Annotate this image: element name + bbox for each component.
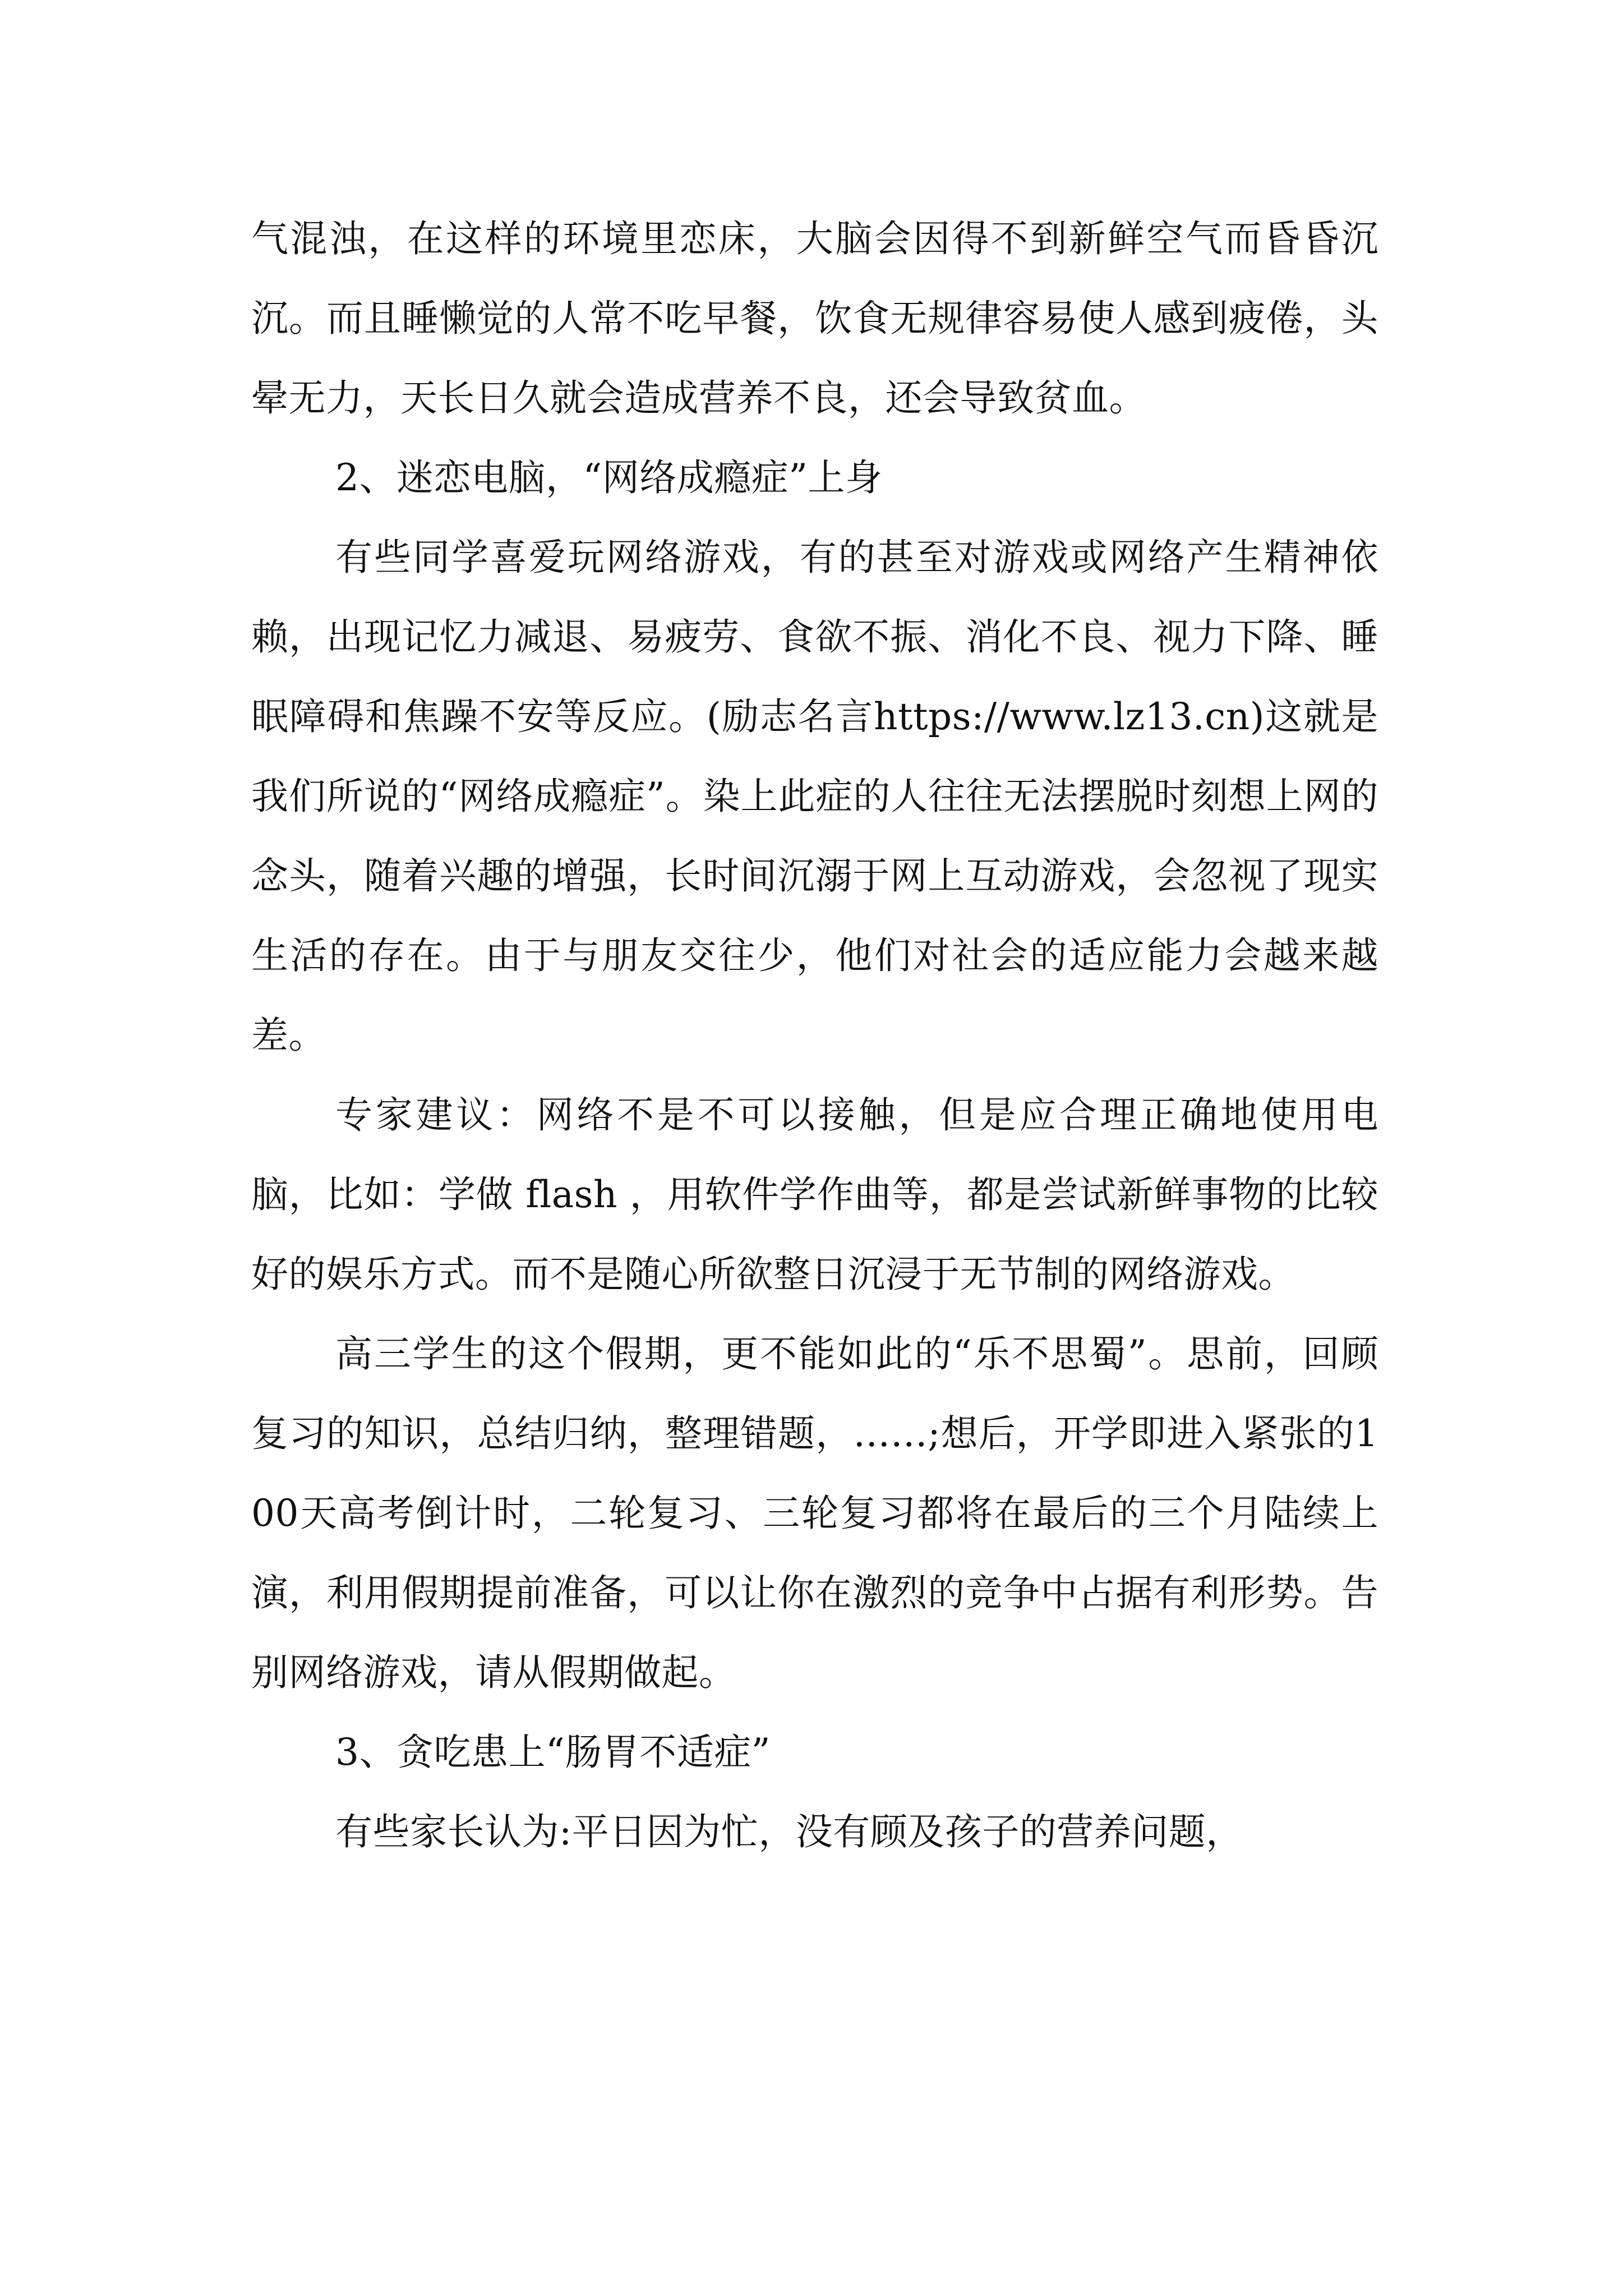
paragraph-internet-addiction: 有些同学喜爱玩网络游戏，有的甚至对游戏或网络产生精神依赖，出现记忆力减退、易疲劳、食欲不振、消化不良、视力下降、睡眠障碍和焦躁不安等反应。(励志名言https://www.lz13.cn)这就是我们所说的“网络成瘾症”。染上此症的人往往无法摆脱时刻想上网的念头，随着兴趣的增强，长时间沉溺于网上互动游戏，会忽视了现实生活的存在。由于与朋友交往少，他们对社会的适应能力会越来越差。 [251, 536, 1378, 1057]
paragraph-expert-advice: 专家建议：网络不是不可以接触，但是应合理正确地使用电脑，比如：学做 flash ，用软件学作曲等，都是尝试新鲜事物的比较好的娱乐方式。而不是随心所欲整日沉浸于无节制的网络游戏。 [251, 1093, 1378, 1296]
paragraph-senior-students: 高三学生的这个假期，更不能如此的“乐不思蜀”。思前，回顾复习的知识，总结归纳，整理错题，……;想后，开学即进入紧张的100天高考倒计时，二轮复习、三轮复习都将在最后的三个月陆续上演，利用假期提前准备，可以让你在激烈的竞争中占据有利形势。告别网络游戏，请从假期做起。 [251, 1332, 1378, 1694]
section-heading-internet-addiction: 2、迷恋电脑，“网络成瘾症”上身 [335, 456, 883, 499]
paragraph-continuation: 气混浊，在这样的环境里恋床，大脑会因得不到新鲜空气而昏昏沉沉。而且睡懒觉的人常不吃早餐，饮食无规律容易使人感到疲倦，头晕无力，天长日久就会造成营养不良，还会导致贫血。 [251, 217, 1378, 420]
paragraph-parents-view: 有些家长认为:平日因为忙，没有顾及孩子的营养问题， [335, 1810, 1243, 1853]
section-heading-stomach-discomfort: 3、贪吃患上“肠胃不适症” [335, 1731, 771, 1774]
document-body [251, 199, 1378, 1872]
